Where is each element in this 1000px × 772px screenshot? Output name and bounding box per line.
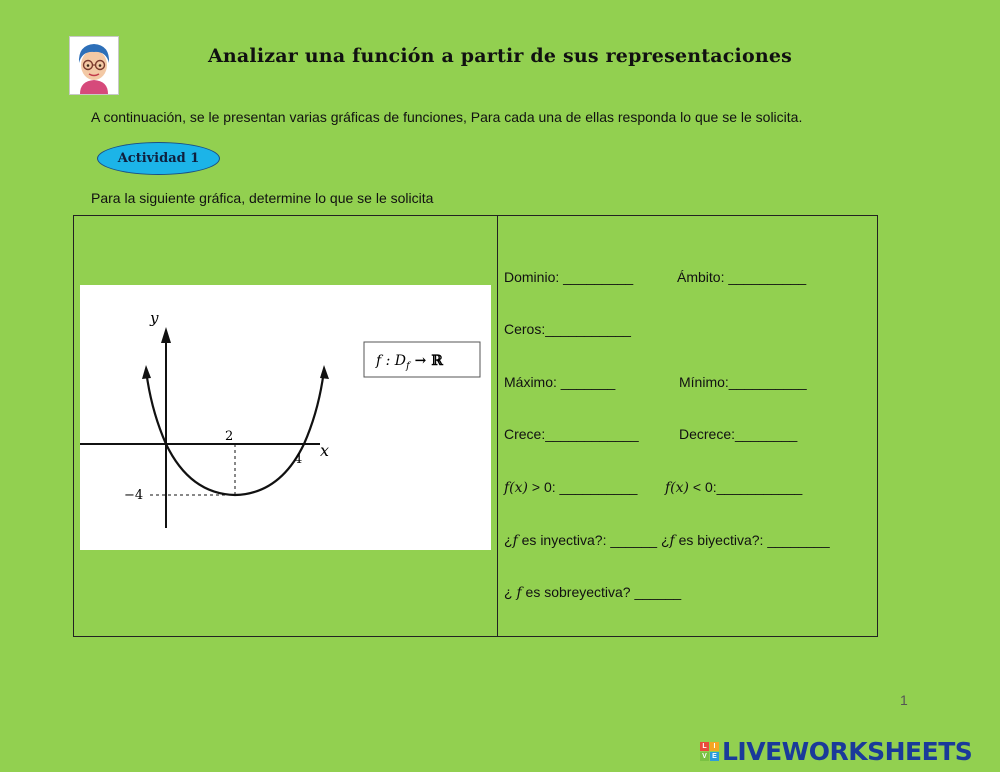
intro-text: A continuación, se le presentan varias gráficas de funciones, Para cada una de ellas responda lo que se le solicita. [91, 109, 803, 125]
question-sobreyectiva[interactable]: ¿ f es sobreyectiva? ______ [504, 584, 682, 601]
liveworksheets-logo[interactable] [700, 737, 972, 766]
curve-right-arrow-icon [320, 365, 329, 379]
question-ambito[interactable]: Ámbito: __________ [677, 269, 807, 285]
logo-blocks-icon: L I V E [700, 742, 719, 761]
tick-label-2: 2 [225, 429, 234, 444]
function-notation: f : $D_f$ → ℝ [376, 353, 443, 372]
function-graph [80, 285, 491, 550]
x-axis-label: x [320, 441, 330, 460]
instruction-text: Para la siguiente gráfica, determine lo que se le solicita [91, 190, 434, 206]
y-axis-label: y [150, 309, 159, 327]
curve-left-arrow-icon [142, 365, 151, 379]
brand-name: LIVEWORKSHEETS [722, 737, 973, 766]
question-fx-negative[interactable]: f(x) < 0:___________ [665, 479, 803, 496]
fx-symbol: f(x) [504, 480, 529, 496]
question-maximo[interactable]: Máximo: _______ [504, 374, 616, 390]
y-axis-arrow-icon [161, 327, 171, 343]
activity-label: Actividad 1 [117, 151, 200, 166]
question-dominio[interactable]: Dominio: _________ [504, 269, 634, 285]
tick-label-neg4: −4 [124, 488, 144, 503]
question-decrece[interactable]: Decrece:________ [679, 426, 798, 442]
table-divider [497, 215, 498, 637]
activity-badge [97, 142, 220, 175]
page-title: Analizar una función a partir de sus representaciones [207, 45, 793, 67]
question-minimo[interactable]: Mínimo:__________ [679, 374, 807, 390]
page-number: 1 [900, 692, 908, 708]
tick-label-4: 4 [294, 452, 303, 467]
fx-symbol: f(x) [665, 480, 690, 496]
question-ceros[interactable]: Ceros:___________ [504, 321, 631, 337]
question-inyectiva-biyectiva[interactable]: ¿f es inyectiva?: ______ ¿f es biyectiva?: ________ [504, 532, 830, 549]
question-fx-positive[interactable]: f(x) > 0: __________ [504, 479, 638, 496]
question-crece[interactable]: Crece:____________ [504, 426, 639, 442]
